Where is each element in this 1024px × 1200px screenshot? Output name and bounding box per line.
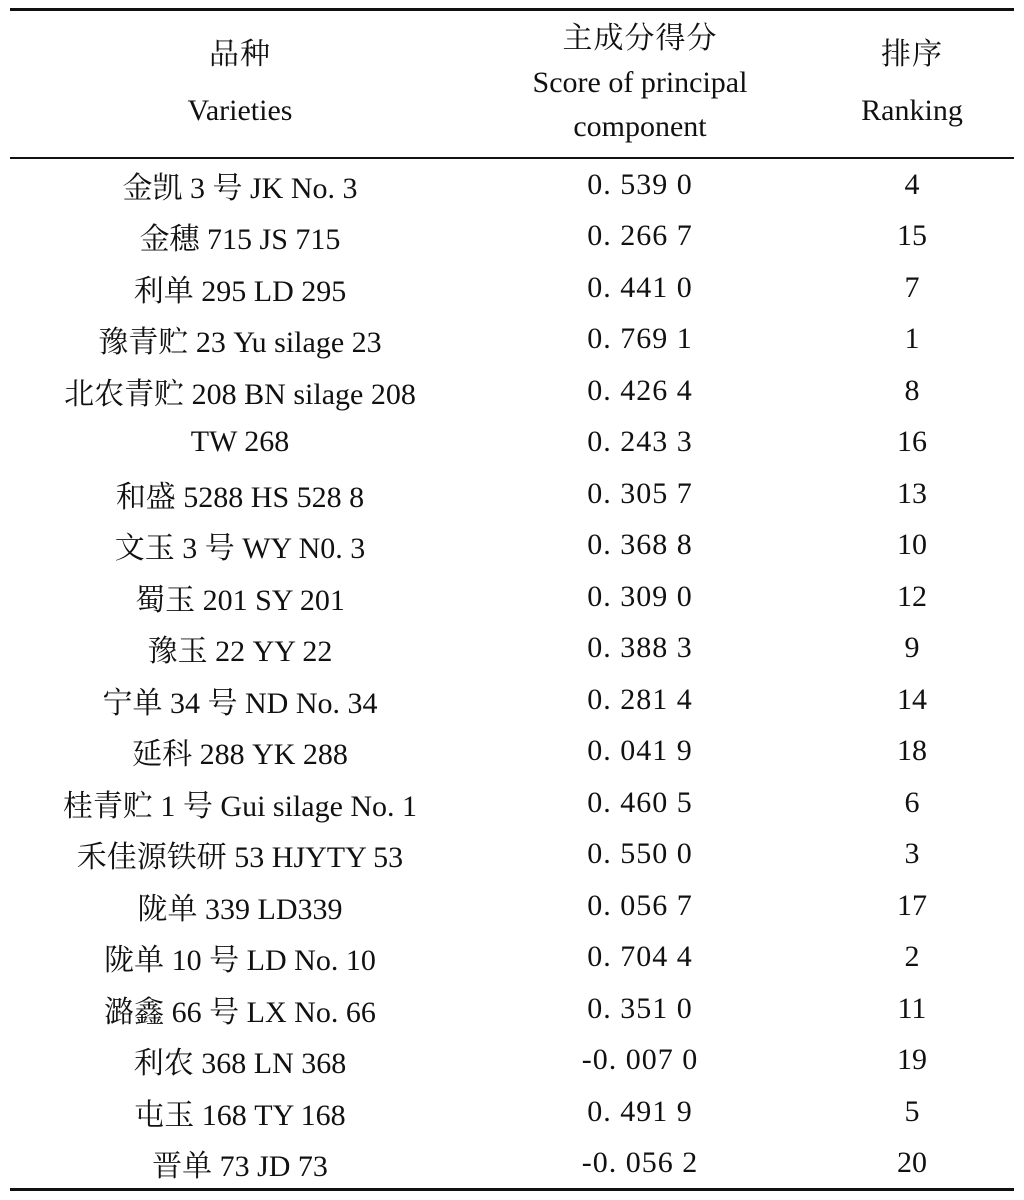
score-cell: 0. 539 0 <box>587 167 693 201</box>
table-row <box>10 520 1014 572</box>
rank-cell: 20 <box>897 1146 927 1180</box>
variety-cell: 金穗 715 JS 715 <box>139 223 341 257</box>
variety-cell: 豫玉 22 YY 22 <box>147 635 333 669</box>
header-varieties-en: Varieties <box>187 93 293 127</box>
rank-cell: 13 <box>897 476 927 510</box>
table-row <box>10 417 1014 469</box>
rank-cell: 4 <box>904 167 920 201</box>
table-body <box>10 159 1014 1189</box>
score-cell: 0. 041 9 <box>587 734 693 768</box>
rank-cell: 9 <box>904 631 920 665</box>
score-cell: -0. 007 0 <box>581 1043 699 1077</box>
variety-cell: 陇单 10 号 LD No. 10 <box>104 944 376 978</box>
score-cell: 0. 243 3 <box>587 425 693 459</box>
table-row <box>10 211 1014 263</box>
table-row <box>10 159 1014 211</box>
rank-cell: 8 <box>904 373 920 407</box>
table-row <box>10 623 1014 675</box>
table-row <box>10 314 1014 366</box>
header-score-en-line2: component <box>573 109 707 143</box>
score-cell: 0. 351 0 <box>587 991 693 1025</box>
rank-cell: 11 <box>897 991 927 1025</box>
score-cell: 0. 281 4 <box>587 682 693 716</box>
score-cell: 0. 309 0 <box>587 579 693 613</box>
header-score-en-line1: Score of principal <box>532 65 748 99</box>
rank-cell: 16 <box>897 425 927 459</box>
score-cell: 0. 769 1 <box>587 322 693 356</box>
score-cell: -0. 056 2 <box>581 1146 699 1180</box>
rank-cell: 19 <box>897 1043 927 1077</box>
rank-cell: 1 <box>904 322 920 356</box>
table-row <box>10 932 1014 984</box>
variety-cell: 延科 288 YK 288 <box>132 738 348 772</box>
variety-cell: 蜀玉 201 SY 201 <box>135 583 345 617</box>
variety-cell: 屯玉 168 TY 168 <box>134 1098 346 1132</box>
variety-cell: 文玉 3 号 WY N0. 3 <box>114 532 366 566</box>
table-row <box>10 1035 1014 1087</box>
rank-cell: 15 <box>897 219 927 253</box>
table-row <box>10 1138 1014 1190</box>
header-score-zh: 主成分得分 <box>562 20 718 56</box>
rank-cell: 6 <box>904 785 920 819</box>
rank-cell: 18 <box>897 734 927 768</box>
rank-cell: 14 <box>897 682 927 716</box>
table-row <box>10 365 1014 417</box>
variety-cell: 金凯 3 号 JK No. 3 <box>122 171 358 205</box>
table-row <box>10 726 1014 778</box>
variety-cell: 利农 368 LN 368 <box>133 1047 347 1081</box>
variety-cell: 豫青贮 23 Yu silage 23 <box>98 326 382 360</box>
table-row <box>10 829 1014 881</box>
table-row <box>10 571 1014 623</box>
table-row <box>10 674 1014 726</box>
score-cell: 0. 368 8 <box>587 528 693 562</box>
rank-cell: 10 <box>897 528 927 562</box>
rank-cell: 2 <box>904 940 920 974</box>
score-cell: 0. 491 9 <box>587 1094 693 1128</box>
variety-cell: 桂青贮 1 号 Gui silage No. 1 <box>62 789 418 823</box>
variety-cell: 禾佳源铁研 53 HJYTY 53 <box>76 841 404 875</box>
header-ranking <box>810 8 1014 157</box>
header-ranking-en: Ranking <box>861 93 963 127</box>
score-cell: 0. 704 4 <box>587 940 693 974</box>
variety-cell: 北农青贮 208 BN silage 208 <box>64 377 416 411</box>
table-row <box>10 468 1014 520</box>
variety-cell: TW 268 <box>190 425 290 459</box>
score-cell: 0. 550 0 <box>587 837 693 871</box>
bottom-rule <box>10 1188 1014 1191</box>
table-row <box>10 880 1014 932</box>
header-varieties-zh: 品种 <box>209 36 271 72</box>
score-cell: 0. 426 4 <box>587 373 693 407</box>
variety-cell: 陇单 339 LD339 <box>137 892 343 926</box>
rank-cell: 7 <box>904 270 920 304</box>
principal-component-score-table <box>10 8 1014 1191</box>
score-cell: 0. 460 5 <box>587 785 693 819</box>
variety-cell: 利单 295 LD 295 <box>133 274 347 308</box>
header-score <box>470 8 810 157</box>
score-cell: 0. 305 7 <box>587 476 693 510</box>
rank-cell: 17 <box>897 888 927 922</box>
header-ranking-zh: 排序 <box>881 36 943 72</box>
score-cell: 0. 441 0 <box>587 270 693 304</box>
table-row <box>10 983 1014 1035</box>
rank-cell: 12 <box>897 579 927 613</box>
table-row <box>10 262 1014 314</box>
score-cell: 0. 388 3 <box>587 631 693 665</box>
variety-cell: 晋单 73 JD 73 <box>152 1150 328 1184</box>
table-row <box>10 1086 1014 1138</box>
score-cell: 0. 266 7 <box>587 219 693 253</box>
variety-cell: 宁单 34 号 ND No. 34 <box>102 686 378 720</box>
variety-cell: 潞鑫 66 号 LX No. 66 <box>104 995 376 1029</box>
header-varieties <box>10 8 470 157</box>
rank-cell: 5 <box>904 1094 920 1128</box>
variety-cell: 和盛 5288 HS 528 8 <box>115 480 365 514</box>
rank-cell: 3 <box>904 837 920 871</box>
score-cell: 0. 056 7 <box>587 888 693 922</box>
table-row <box>10 777 1014 829</box>
